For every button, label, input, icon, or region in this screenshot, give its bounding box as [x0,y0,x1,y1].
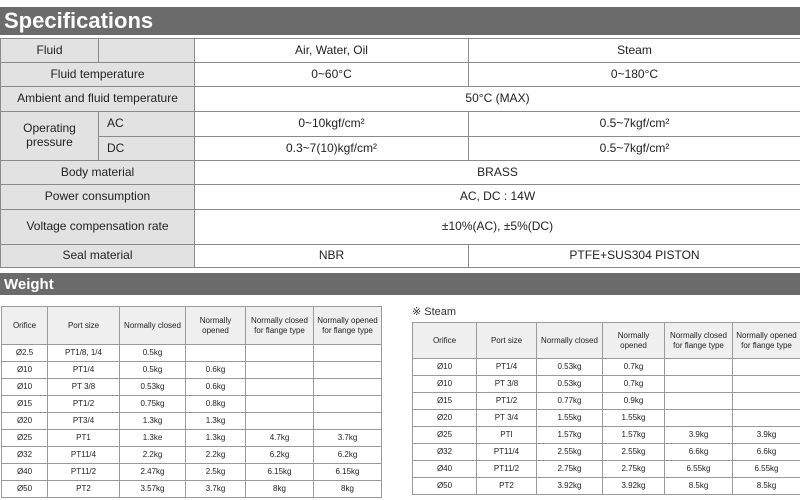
flange-opened-cell [314,362,382,379]
normally-closed-cell: 1.55kg [537,410,603,427]
weight-general-row [2,447,382,464]
header-orifice: Orifice [2,307,48,345]
orifice-cell: Ø50 [413,478,477,495]
weight-steam-row [413,393,800,410]
steam-caption: ※ Steam [412,306,457,318]
flange-closed-cell [665,410,733,427]
flange-opened-cell [733,393,800,410]
spec-row-fluid-temperature [1,63,800,87]
flange-closed-cell [246,379,314,396]
orifice-cell: Ø10 [2,379,48,396]
flange-opened-cell: 6.55kg [733,461,800,478]
normally-opened-cell: 1.3kg [186,413,246,430]
normally-opened-cell: 1.3kg [186,430,246,447]
weight-general-row [2,345,382,362]
pressure-dc-label: DC [99,137,195,161]
normally-opened-cell: 0.6kg [186,379,246,396]
normally-closed-cell: 0.53kg [120,379,186,396]
port-size-cell: PT11/2 [477,461,537,478]
weight-general-row [2,464,382,481]
flange-closed-cell [246,396,314,413]
flange-opened-cell [733,359,800,376]
orifice-cell: Ø50 [2,481,48,498]
steam-header-normally-closed-flange: Normally closed for flange type [665,323,733,359]
steam-header-orifice: Orifice [413,323,477,359]
port-size-cell: PT2 [48,481,120,498]
spec-row-body-material [1,161,800,185]
weight-steam-row [413,478,800,495]
power-consumption-label: Power consumption [1,185,195,210]
port-size-cell: PT1/4 [477,359,537,376]
seal-material-steam: PTFE+SUS304 PISTON [469,245,800,268]
normally-closed-cell: 1.3ke [120,430,186,447]
flange-opened-cell: 6.2kg [314,447,382,464]
flange-opened-cell [314,413,382,430]
header-normally-opened: Normally opened [186,307,246,345]
weight-table-steam-header [413,323,800,359]
flange-opened-cell [314,396,382,413]
normally-closed-cell: 0.5kg [120,362,186,379]
normally-closed-cell: 3.92kg [537,478,603,495]
flange-opened-cell: 8kg [314,481,382,498]
port-size-cell: PTI [477,427,537,444]
normally-opened-cell: 2.75kg [603,461,665,478]
port-size-cell: PT11/2 [48,464,120,481]
weight-general-row [2,481,382,498]
normally-opened-cell: 2.55kg [603,444,665,461]
weight-general-row [2,362,382,379]
fluid-temperature-label: Fluid temperature [1,63,195,87]
power-consumption-value: AC, DC : 14W [195,185,800,210]
normally-closed-cell: 1.3kg [120,413,186,430]
pressure-dc-steam: 0.5~7kgf/cm² [469,137,800,161]
flange-closed-cell: 8.5kg [665,478,733,495]
spec-row-pressure-dc [1,137,800,161]
orifice-cell: Ø15 [413,393,477,410]
port-size-cell: PT3/4 [48,413,120,430]
steam-header-normally-closed: Normally closed [537,323,603,359]
port-size-cell: PT1/2 [477,393,537,410]
pressure-ac-general: 0~10kgf/cm² [195,112,469,137]
spec-row-voltage-compensation [1,210,800,245]
header-port-size: Port size [48,307,120,345]
pressure-dc-general: 0.3~7(10)kgf/cm² [195,137,469,161]
orifice-cell: Ø20 [413,410,477,427]
weight-title: Weight [0,273,800,295]
pressure-ac-label: AC [99,112,195,137]
normally-closed-cell: 2.55kg [537,444,603,461]
flange-closed-cell [246,345,314,362]
flange-opened-cell: 8.5kg [733,478,800,495]
weight-steam-row [413,376,800,393]
flange-closed-cell: 6.6kg [665,444,733,461]
weight-steam-row [413,461,800,478]
port-size-cell: PT 3/8 [48,379,120,396]
weight-steam-row [413,444,800,461]
normally-opened-cell: 2.5kg [186,464,246,481]
voltage-compensation-label: Voltage compensation rate [1,210,195,245]
weight-steam-row [413,359,800,376]
fluid-label-blank [99,39,195,63]
port-size-cell: PT 3/4 [477,410,537,427]
header-normally-opened-flange: Normally opened for flange type [314,307,382,345]
port-size-cell: PT2 [477,478,537,495]
normally-closed-cell: 3.57kg [120,481,186,498]
flange-opened-cell [733,376,800,393]
pressure-ac-steam: 0.5~7kgf/cm² [469,112,800,137]
body-material-value: BRASS [195,161,800,185]
orifice-cell: Ø25 [2,430,48,447]
normally-closed-cell: 0.5kg [120,345,186,362]
weight-steam-row [413,410,800,427]
weight-general-row [2,396,382,413]
normally-opened-cell: 0.6kg [186,362,246,379]
normally-opened-cell: 0.8kg [186,396,246,413]
steam-header-normally-opened-flange: Normally opened for flange type [733,323,800,359]
flange-closed-cell [665,359,733,376]
seal-material-general: NBR [195,245,469,268]
orifice-cell: Ø15 [2,396,48,413]
fluid-steam: Steam [469,39,800,63]
body-material-label: Body material [1,161,195,185]
flange-closed-cell [665,376,733,393]
flange-closed-cell [665,393,733,410]
specifications-title: Specifications [0,7,800,35]
ambient-temperature-value: 50°C (MAX) [195,87,800,112]
normally-closed-cell: 0.53kg [537,376,603,393]
normally-closed-cell: 0.77kg [537,393,603,410]
flange-closed-cell: 6.55kg [665,461,733,478]
fluid-general: Air, Water, Oil [195,39,469,63]
flange-opened-cell [314,345,382,362]
normally-opened-cell: 2.2kg [186,447,246,464]
flange-closed-cell: 6.2kg [246,447,314,464]
flange-closed-cell: 6.15kg [246,464,314,481]
normally-opened-cell: 1.57kg [603,427,665,444]
normally-closed-cell: 0.75kg [120,396,186,413]
flange-opened-cell: 3.7kg [314,430,382,447]
specifications-table [0,38,800,268]
weight-steam-row [413,427,800,444]
orifice-cell: Ø10 [2,362,48,379]
spec-row-power-consumption [1,185,800,210]
normally-closed-cell: 1.57kg [537,427,603,444]
seal-material-label: Seal material [1,245,195,268]
flange-opened-cell: 6.6kg [733,444,800,461]
normally-opened-cell: 0.7kg [603,359,665,376]
orifice-cell: Ø2.5 [2,345,48,362]
flange-closed-cell: 4.7kg [246,430,314,447]
normally-opened-cell: 1.55kg [603,410,665,427]
header-normally-closed: Normally closed [120,307,186,345]
port-size-cell: PT11/4 [48,447,120,464]
port-size-cell: PT1 [48,430,120,447]
steam-header-normally-opened: Normally opened [603,323,665,359]
flange-closed-cell: 8kg [246,481,314,498]
normally-closed-cell: 2.75kg [537,461,603,478]
fluid-temperature-general: 0~60°C [195,63,469,87]
spec-row-ambient-temperature [1,87,800,112]
normally-opened-cell: 3.7kg [186,481,246,498]
spec-row-fluid [1,39,800,63]
weight-table-general-header [2,307,382,345]
port-size-cell: PT11/4 [477,444,537,461]
normally-closed-cell: 0.53kg [537,359,603,376]
orifice-cell: Ø40 [413,461,477,478]
normally-opened-cell [186,345,246,362]
fluid-label: Fluid [1,39,99,63]
weight-general-row [2,430,382,447]
orifice-cell: Ø20 [2,413,48,430]
port-size-cell: PT1/4 [48,362,120,379]
flange-opened-cell: 3.9kg [733,427,800,444]
normally-closed-cell: 2.2kg [120,447,186,464]
weight-general-row [2,413,382,430]
operating-pressure-label: Operating pressure [1,112,99,161]
flange-opened-cell: 6.15kg [314,464,382,481]
orifice-cell: Ø40 [2,464,48,481]
ambient-temperature-label: Ambient and fluid temperature [1,87,195,112]
weight-table-general [1,306,382,498]
normally-opened-cell: 0.7kg [603,376,665,393]
flange-opened-cell [733,410,800,427]
spec-row-pressure-ac [1,112,800,137]
orifice-cell: Ø10 [413,376,477,393]
orifice-cell: Ø25 [413,427,477,444]
fluid-temperature-steam: 0~180°C [469,63,800,87]
weight-general-row [2,379,382,396]
orifice-cell: Ø32 [413,444,477,461]
port-size-cell: PT1/8, 1/4 [48,345,120,362]
spec-row-seal-material [1,245,800,268]
flange-closed-cell [246,362,314,379]
steam-header-port-size: Port size [477,323,537,359]
flange-opened-cell [314,379,382,396]
header-normally-closed-flange: Normally closed for flange type [246,307,314,345]
port-size-cell: PT 3/8 [477,376,537,393]
normally-opened-cell: 0.9kg [603,393,665,410]
normally-opened-cell: 3.92kg [603,478,665,495]
flange-closed-cell [246,413,314,430]
normally-closed-cell: 2.47kg [120,464,186,481]
flange-closed-cell: 3.9kg [665,427,733,444]
weight-table-steam [412,322,800,495]
port-size-cell: PT1/2 [48,396,120,413]
orifice-cell: Ø32 [2,447,48,464]
voltage-compensation-value: ±10%(AC), ±5%(DC) [195,210,800,245]
orifice-cell: Ø10 [413,359,477,376]
